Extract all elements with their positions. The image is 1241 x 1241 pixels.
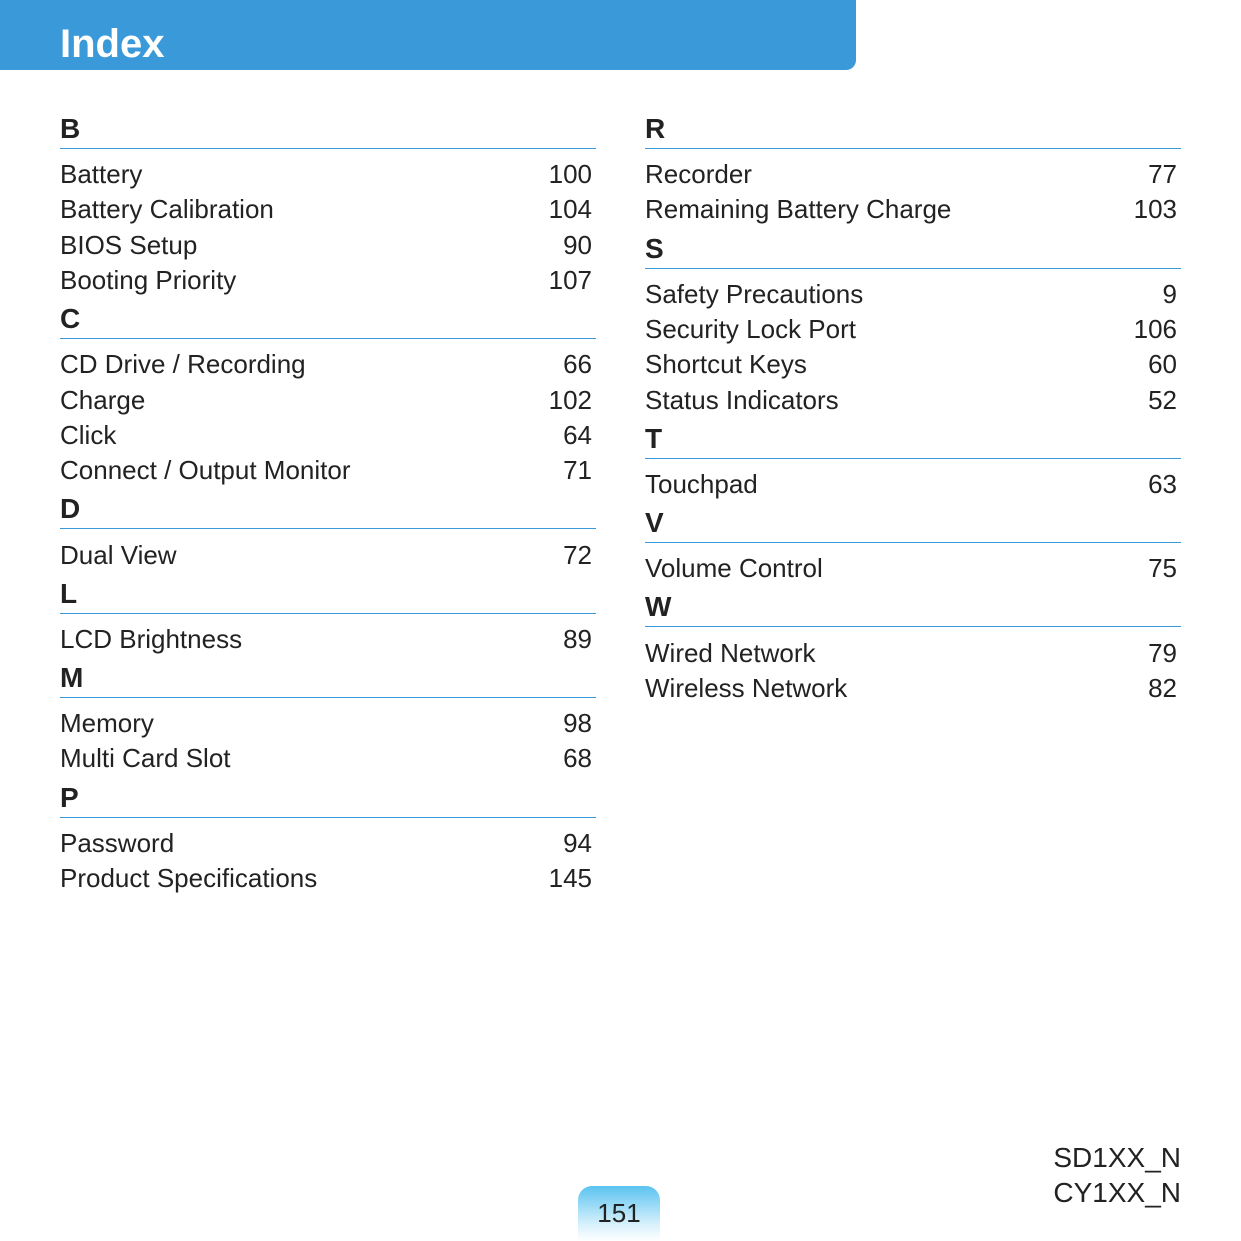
index-entry-term: Password [60, 827, 175, 858]
index-entry[interactable] [645, 157, 1181, 192]
index-entry[interactable] [60, 418, 596, 453]
index-entry[interactable] [60, 157, 596, 192]
index-entry-term: BIOS Setup [60, 229, 198, 260]
index-entry-term: Touchpad [645, 468, 758, 499]
index-entry-term: Battery Calibration [60, 194, 274, 225]
index-entry-term: Charge [60, 384, 146, 415]
section-letter: L [60, 577, 78, 609]
index-entry-term: Dual View [60, 539, 177, 570]
index-entry-page: 98 [563, 708, 592, 739]
section-divider [645, 458, 1181, 459]
index-entry-page: 9 [1162, 278, 1177, 309]
index-entry[interactable] [645, 347, 1181, 382]
section-letter: B [60, 113, 81, 144]
index-entry[interactable] [60, 861, 596, 896]
page-number-tab [578, 1186, 660, 1241]
section-divider [60, 697, 596, 698]
index-entry-term: Multi Card Slot [60, 743, 231, 774]
index-entry-term: Click [60, 419, 117, 450]
index-entry[interactable] [60, 347, 596, 382]
section-letter: P [60, 781, 79, 813]
index-entry-page: 60 [1148, 349, 1177, 380]
section-letter: C [60, 303, 81, 335]
section-divider [645, 542, 1181, 543]
index-entry-page: 82 [1148, 672, 1177, 703]
index-entry-term: Volume Control [645, 553, 823, 584]
section-divider [645, 268, 1181, 269]
index-section-w [645, 588, 1181, 706]
index-entry[interactable] [60, 382, 596, 417]
index-column-right [645, 110, 1181, 708]
page-number: 151 [597, 1198, 641, 1228]
index-entry[interactable] [60, 741, 596, 776]
index-entry[interactable] [60, 192, 596, 227]
section-letter: S [645, 232, 664, 264]
index-entry-term: Security Lock Port [645, 314, 856, 345]
index-entry-term: Shortcut Keys [645, 349, 807, 380]
index-section-s [645, 230, 1181, 418]
index-entry-page: 79 [1148, 637, 1177, 668]
section-divider [60, 148, 596, 149]
index-entry[interactable] [645, 671, 1181, 706]
index-entry[interactable] [645, 551, 1181, 586]
index-section-l [60, 575, 596, 657]
index-section-m [60, 659, 596, 777]
index-column-left [60, 110, 596, 898]
index-entry-term: Remaining Battery Charge [645, 194, 952, 225]
index-entry[interactable] [60, 826, 596, 861]
index-entry-term: LCD Brightness [60, 623, 243, 654]
index-entry-term: Battery [60, 159, 143, 190]
section-divider [60, 528, 596, 529]
section-letter: T [645, 422, 663, 454]
index-entry[interactable] [60, 453, 596, 488]
index-entry-page: 52 [1148, 384, 1177, 415]
index-section-t [645, 420, 1181, 502]
section-divider [60, 817, 596, 818]
index-entry-term: Status Indicators [645, 384, 839, 415]
index-entry[interactable] [60, 228, 596, 263]
index-entry-page: 63 [1148, 468, 1177, 499]
index-entry-page: 77 [1148, 159, 1177, 190]
index-entry-term: Wireless Network [645, 672, 848, 703]
model-codes [1053, 1140, 1181, 1210]
index-entry[interactable] [645, 382, 1181, 417]
index-entry-page: 72 [563, 539, 592, 570]
index-entry-page: 103 [1133, 194, 1177, 225]
index-entry[interactable] [645, 277, 1181, 312]
index-entry-term: Memory [60, 708, 154, 739]
index-entry-term: Connect / Output Monitor [60, 455, 351, 486]
index-entry[interactable] [645, 312, 1181, 347]
section-divider [645, 626, 1181, 627]
index-section-p [60, 779, 596, 897]
index-section-d [60, 490, 596, 572]
index-entry-page: 100 [548, 159, 592, 190]
index-entry-page: 107 [548, 265, 592, 296]
index-entry[interactable] [645, 192, 1181, 227]
index-entry-term: Product Specifications [60, 863, 318, 893]
index-entry-term: Booting Priority [60, 265, 237, 296]
index-entry-term: CD Drive / Recording [60, 349, 306, 380]
index-entry[interactable] [645, 467, 1181, 502]
section-divider [60, 613, 596, 614]
section-letter: R [645, 113, 666, 144]
page-title: Index [60, 22, 165, 66]
index-entry[interactable] [60, 706, 596, 741]
index-entry[interactable] [60, 263, 596, 298]
index-entry-term: Recorder [645, 159, 752, 190]
section-divider [60, 338, 596, 339]
index-section-r [645, 110, 1181, 228]
section-letter: W [645, 591, 672, 623]
index-entry-page: 64 [563, 419, 592, 450]
index-entry-page: 102 [548, 384, 592, 415]
index-entry[interactable] [60, 537, 596, 572]
section-letter: D [60, 493, 81, 525]
section-letter: V [645, 507, 664, 539]
index-section-b [60, 110, 596, 298]
index-entry-term: Wired Network [645, 637, 816, 668]
model-code: CY1XX_N [1053, 1177, 1181, 1208]
index-entry-page: 71 [563, 455, 592, 486]
index-entry-page: 75 [1148, 553, 1177, 584]
index-entry-page: 94 [563, 827, 592, 858]
section-divider [645, 148, 1181, 149]
index-entry-page: 66 [563, 349, 592, 380]
index-entry-page: 90 [563, 229, 592, 260]
index-entry-page: 106 [1133, 314, 1177, 345]
index-entry-page: 104 [548, 194, 592, 225]
index-header-banner [0, 0, 856, 70]
index-entry-page: 145 [548, 863, 592, 893]
index-entry[interactable] [60, 622, 596, 657]
index-section-c [60, 300, 596, 488]
index-entry-page: 89 [563, 623, 592, 654]
index-entry-term: Safety Precautions [645, 278, 864, 309]
index-entry-page: 68 [563, 743, 592, 774]
model-code: SD1XX_N [1053, 1142, 1181, 1173]
index-entry[interactable] [645, 635, 1181, 670]
index-section-v [645, 504, 1181, 586]
section-letter: M [60, 661, 84, 693]
